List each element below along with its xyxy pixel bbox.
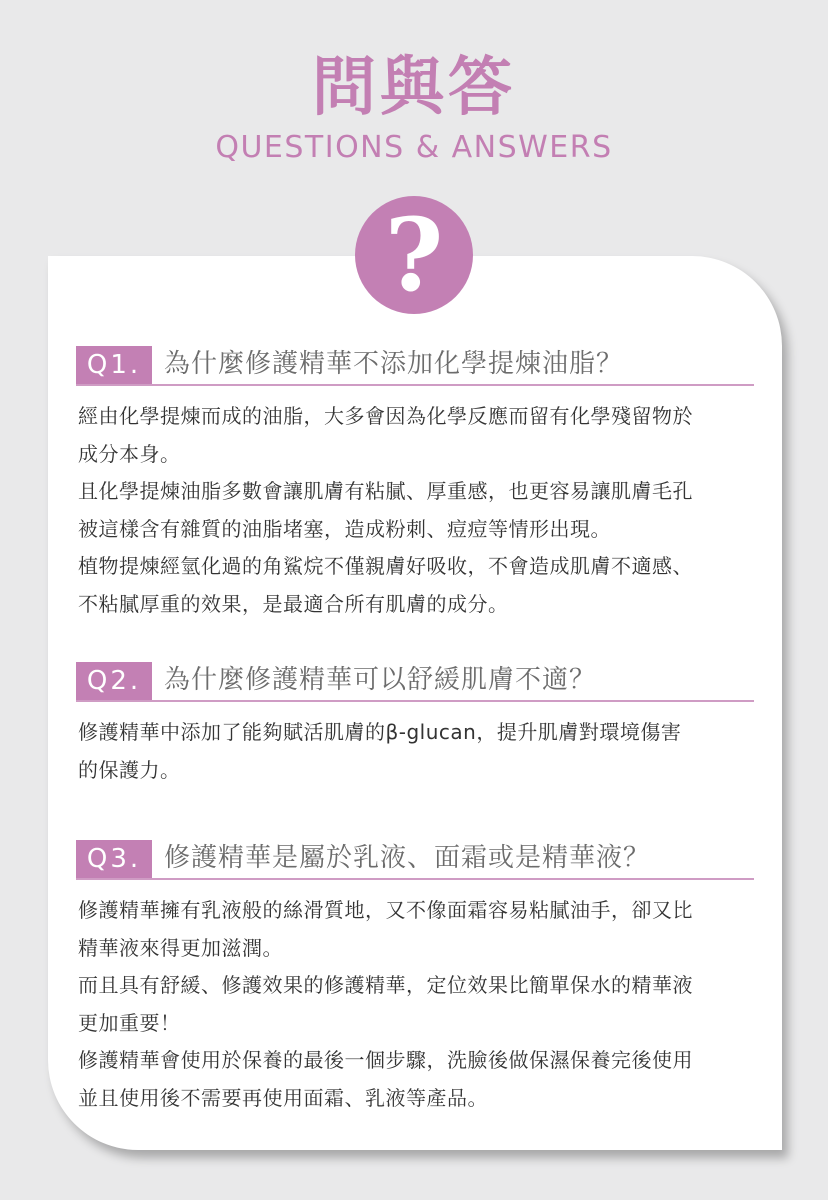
page-subtitle: QUESTIONS & ANSWERS [215,130,613,165]
answer-line: 被這樣含有雜質的油脂堵塞，造成粉刺、痘痘等情形出現。 [78,516,611,541]
question-mark-icon: ? [355,196,473,314]
question-number-badge: Q2. [76,662,152,700]
qa-item-2 [76,660,754,789]
question-number-badge: Q3. [76,840,152,878]
answer-line: 修護精華擁有乳液般的絲滑質地，又不像面霜容易粘膩油手，卻又比 [78,898,693,922]
page-title: 問與答 [312,51,516,125]
question-header [76,838,754,880]
answer-line: 而且具有舒緩、修護效果的修護精華，定位效果比簡單保水的精華液 [78,973,693,997]
answer-line: 更加重要！ [78,1010,181,1035]
answer-line: 修護精華中添加了能夠賦活肌膚的β-glucan，提升肌膚對環境傷害 [78,720,682,744]
answer-line: 精華液來得更加滋潤。 [78,935,283,960]
answer-line: 不粘膩厚重的效果，是最適合所有肌膚的成分。 [78,591,509,616]
question-text: 為什麼修護精華可以舒緩肌膚不適？ [164,665,597,695]
question-header [76,344,754,386]
answer-line: 且化學提煉油脂多數會讓肌膚有粘膩、厚重感，也更容易讓肌膚毛孔 [78,479,693,503]
answer-text [76,892,754,1117]
qa-item-3 [76,838,754,1117]
question-header [76,660,754,702]
answer-line: 植物提煉經氫化過的角鯊烷不僅親膚好吸收，不會造成肌膚不適感、 [78,554,693,578]
answer-line: 成分本身。 [78,441,181,466]
question-text: 修護精華是屬於乳液、面霜或是精華液？ [164,843,651,873]
question-number-badge: Q1. [76,346,152,384]
answer-line: 經由化學提煉而成的油脂，大多會因為化學反應而留有化學殘留物於 [78,404,693,428]
answer-line: 並且使用後不需要再使用面霜、乳液等產品。 [78,1085,488,1110]
answer-text [76,398,754,623]
answer-line: 的保護力。 [78,757,181,782]
qa-item-1 [76,344,754,623]
answer-line: 修護精華會使用於保養的最後一個步驟，洗臉後做保濕保養完後使用 [78,1048,693,1072]
answer-text [76,714,754,789]
question-text: 為什麼修護精華不添加化學提煉油脂？ [164,349,624,379]
